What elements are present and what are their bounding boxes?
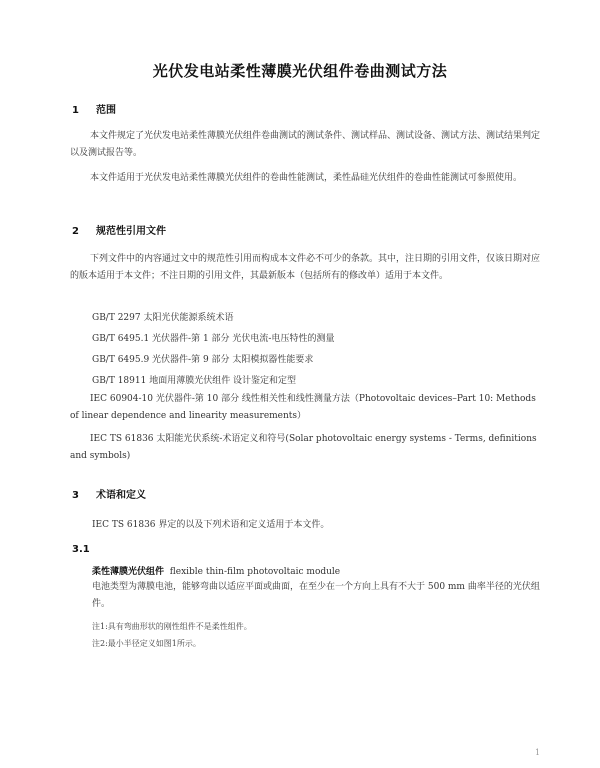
term-entry: [92, 564, 340, 577]
reference-item-iec-61836: IEC TS 61836 太阳能光伏系统-术语定义和符号(Solar photovoltaic energy systems - Terms, definitions and symbols): [70, 434, 537, 461]
reference-item: GB/T 2297 太阳光伏能源系统术语: [92, 313, 234, 323]
reference-item: GB/T 6495.1 光伏器件-第 1 部分 光伏电流-电压特性的测量: [92, 334, 335, 344]
subsection-3-1-number: 3.1: [72, 544, 90, 555]
section-title: 规范性引用文件: [96, 226, 166, 237]
references-intro: 下列文件中的内容通过文中的规范性引用而构成本文件必不可少的条款。其中，注日期的引用文件，仅该日期对应的版本适用于本文件；不注日期的引用文件，其最新版本（包括所有的修改单）适用于本文件。: [70, 254, 541, 281]
term-chinese: 柔性薄膜光伏组件: [92, 567, 165, 577]
page-number: 1: [535, 748, 541, 757]
section-title: 术语和定义: [96, 490, 146, 501]
section-1-heading: [72, 101, 116, 116]
reference-item: GB/T 6495.9 光伏器件-第 9 部分 太阳模拟器性能要求: [92, 355, 314, 365]
scope-paragraph-2: 本文件适用于光伏发电站柔性薄膜光伏组件的卷曲性能测试，柔性晶硅光伏组件的卷曲性能测试可参照使用。: [90, 173, 523, 183]
reference-item: GB/T 18911 地面用薄膜光伏组件 设计鉴定和定型: [92, 376, 297, 386]
terms-intro: IEC TS 61836 界定的以及下列术语和定义适用于本文件。: [92, 520, 330, 530]
section-3-heading: [72, 486, 146, 501]
section-number: 2: [72, 226, 79, 237]
document-title: 光伏发电站柔性薄膜光伏组件卷曲测试方法: [152, 62, 448, 80]
section-2-heading: [72, 222, 166, 237]
section-number: 3: [72, 490, 79, 501]
reference-item-iec-60904: IEC 60904-10 光伏器件-第 10 部分 线性相关性和线性测量方法（Photovoltaic devices–Part 10: Methods of linear dependence and linearity measurements）: [70, 394, 536, 421]
term-definition: 电池类型为薄膜电池，能够弯曲以适应平面或曲面，在至少在一个方向上具有不大于 500 mm 曲率半径的光伏组件。: [92, 582, 540, 609]
note-1: 注1:具有弯曲形状的刚性组件不是柔性组件。: [92, 622, 252, 631]
scope-paragraph-1: 本文件规定了光伏发电站柔性薄膜光伏组件卷曲测试的测试条件、测试样品、测试设备、测试方法、测试结果判定以及测试报告等。: [70, 131, 541, 158]
note-2: 注2:最小半径定义如图1所示。: [92, 639, 201, 648]
section-title: 范围: [96, 105, 116, 116]
term-english: flexible thin-film photovoltaic module: [169, 567, 341, 577]
section-number: 1: [72, 105, 79, 116]
